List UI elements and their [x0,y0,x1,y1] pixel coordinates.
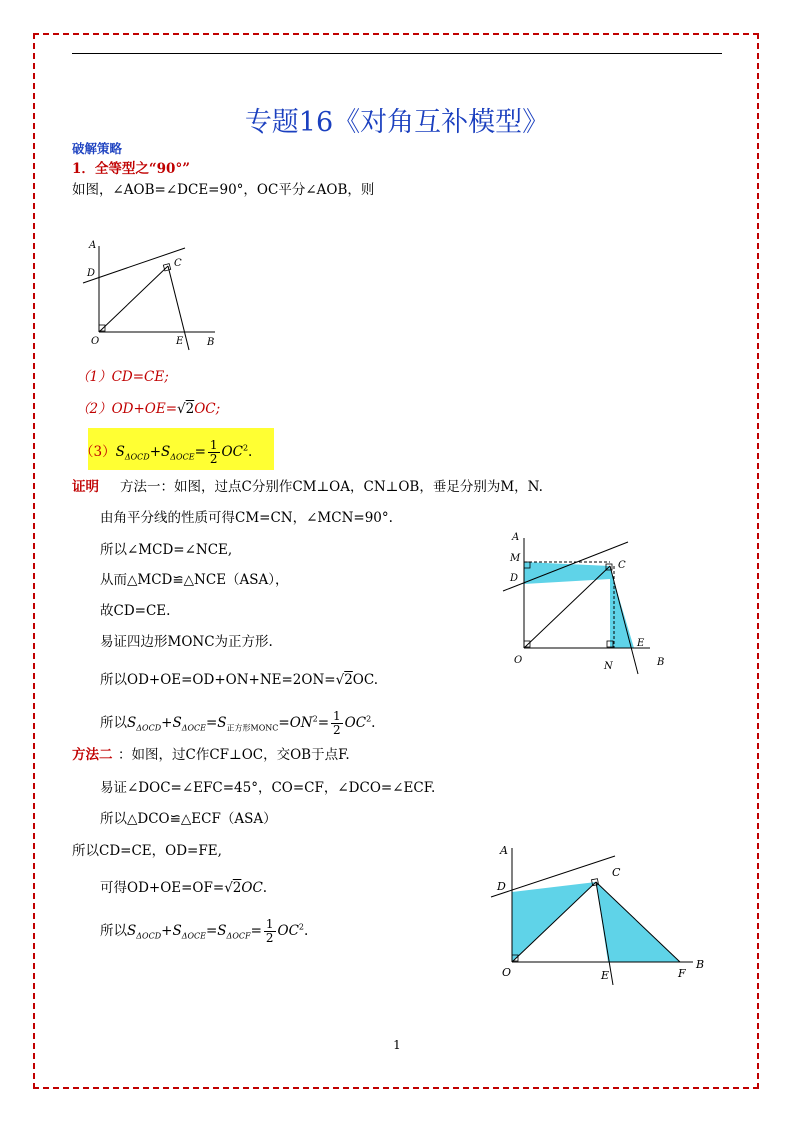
oc-square: 2 [242,443,249,453]
fig1-label-A: A [89,240,97,251]
fig3-label-A: A [500,844,508,857]
method2-line: ：如图，过C作CF⊥OC，交OB于点F. [118,747,350,763]
fig2-label-O: O [514,655,523,666]
method1-l7-text: 所以OD+OE=OD+ON+NE=2ON= [100,672,336,688]
section-heading: 破解策略 [72,141,123,156]
m2-area-sub-3: ΔOCF [226,931,251,941]
proof-label: 证明 [72,479,99,495]
m2-frac-den: 2 [265,931,274,945]
fig1-label-E: E [176,336,184,347]
m2-plus: + [161,923,173,939]
area-sub-1: ΔOCD [124,452,150,462]
m2-area-3: S [217,923,227,939]
frac-den: 2 [209,452,218,466]
method1-l6: 易证四边形MONC为正方形. [100,634,273,650]
fig3-label-D: D [497,880,506,893]
method1-line: 方法一：如图，过点C分别作CM⊥OA，CN⊥OB，垂足分别为M，N. [120,479,543,495]
m1-oc: OC [344,715,367,731]
method1-l7: 所以OD+OE=OD+ON+NE=2ON=√2OC. [100,672,379,688]
method1-l7-radicand: 2 [344,672,353,688]
method2-l5-tail: OC [241,880,263,896]
m1-frac-num: 1 [333,709,341,723]
intro-text: 如图，∠AOB=∠DCE=90°，OC平分∠AOB，则 [72,182,375,198]
fig3-label-E: E [601,969,610,982]
case-heading: 1．全等型之“90°” [72,161,190,177]
m2-area-2: S [172,923,182,939]
fig2-label-M: M [510,553,521,564]
conclusion-2-tail: OC; [194,401,221,417]
m1-area-sub-3: 正方形MONC [226,723,279,733]
method2-l5-text: 可得OD+OE=OF= [100,880,225,896]
fig2-label-E: E [637,638,645,649]
conclusion-2: （2）OD+OE=√2OC; [76,401,221,417]
method1-l8-text: 所以 [100,715,127,731]
page-title: 专题16《对角互补模型》 [244,107,550,138]
m1-on-square: 2 [312,714,318,724]
m1-eq-1: = [205,715,218,731]
fig3-label-O: O [502,966,512,979]
plus-sign: + [149,444,162,460]
m2-oc: OC [277,923,299,939]
method1-l7-tail: OC. [352,672,379,688]
figure-2 [500,528,680,676]
method1-l8 [100,710,375,738]
conclusion-1: （1）CD=CE; [76,369,169,385]
method1-l5: 故CD=CE. [100,603,171,619]
method2-l4: 所以CD=CE，OD=FE, [72,843,222,859]
m1-area-sub-2: ΔOCE [181,723,206,733]
method1-l3: 所以∠MCD=∠NCE, [100,542,233,558]
method1-l2: 由角平分线的性质可得CM=CN，∠MCN=90°. [100,510,393,526]
oc-symbol: OC [221,444,243,460]
fig1-label-O: O [91,336,100,347]
figure-3 [488,840,713,985]
fig2-label-N: N [604,661,613,672]
m2-area-sub-2: ΔOCE [181,931,206,941]
m1-eq-2: = [317,715,330,731]
method2-label: 方法二 [72,747,113,763]
period: . [248,444,253,460]
fig3-label-F: F [678,967,686,980]
method2-l5-period: . [262,880,268,896]
method2-l6 [100,918,308,946]
method2-l2: 易证∠DOC=∠EFC=45°，CO=CF，∠DCO=∠ECF. [100,780,436,796]
m1-on: =ON [278,715,313,731]
fig1-label-B: B [207,337,215,348]
m1-area-1: S [127,715,137,731]
m2-period: . [304,923,309,939]
method2-l5: 可得OD+OE=OF=√2OC. [100,880,268,896]
frac-num: 1 [209,438,218,452]
m1-area-3: S [217,715,227,731]
m1-plus: + [161,715,173,731]
m2-frac-num: 1 [265,917,274,931]
area-symbol-2: S [161,444,171,460]
conclusion-3 [80,439,252,467]
conclusion-2-text: （2）OD+OE= [76,401,178,417]
m2-oc-square: 2 [298,922,305,932]
area-sub-2: ΔOCE [170,452,195,462]
equals-sign: = [194,444,206,460]
m2-eq-2: = [250,923,262,939]
m2-area-sub-1: ΔOCD [136,931,162,941]
conclusion-2-radicand: 2 [185,401,195,417]
fig2-label-A: A [512,532,520,543]
fig1-label-C: C [174,258,182,269]
fig2-label-B: B [657,657,665,668]
fig3-label-C: C [612,866,621,879]
fig2-label-C: C [618,560,626,571]
m1-area-sub-1: ΔOCD [136,723,162,733]
m1-frac-den: 2 [333,723,341,737]
m1-oc-square: 2 [366,714,372,724]
area-symbol-1: S [115,444,125,460]
method1-l4: 从而△MCD≌△NCE（ASA）， [100,572,289,588]
header-rule [72,53,722,54]
fig1-label-D: D [87,268,96,279]
page-number: 1 [393,1038,401,1052]
m2-area-1: S [127,923,137,939]
fig2-label-D: D [510,573,519,584]
m2-eq-1: = [205,923,218,939]
m1-period: . [371,715,376,731]
conclusion-3-label: （3） [80,444,116,460]
method2-l5-radicand: 2 [232,880,242,896]
fig3-label-B: B [696,958,705,971]
method2-l6-text: 所以 [100,923,127,939]
figure-1 [75,236,235,352]
method2-l3: 所以△DCO≌△ECF（ASA） [100,811,277,827]
m1-area-2: S [172,715,182,731]
